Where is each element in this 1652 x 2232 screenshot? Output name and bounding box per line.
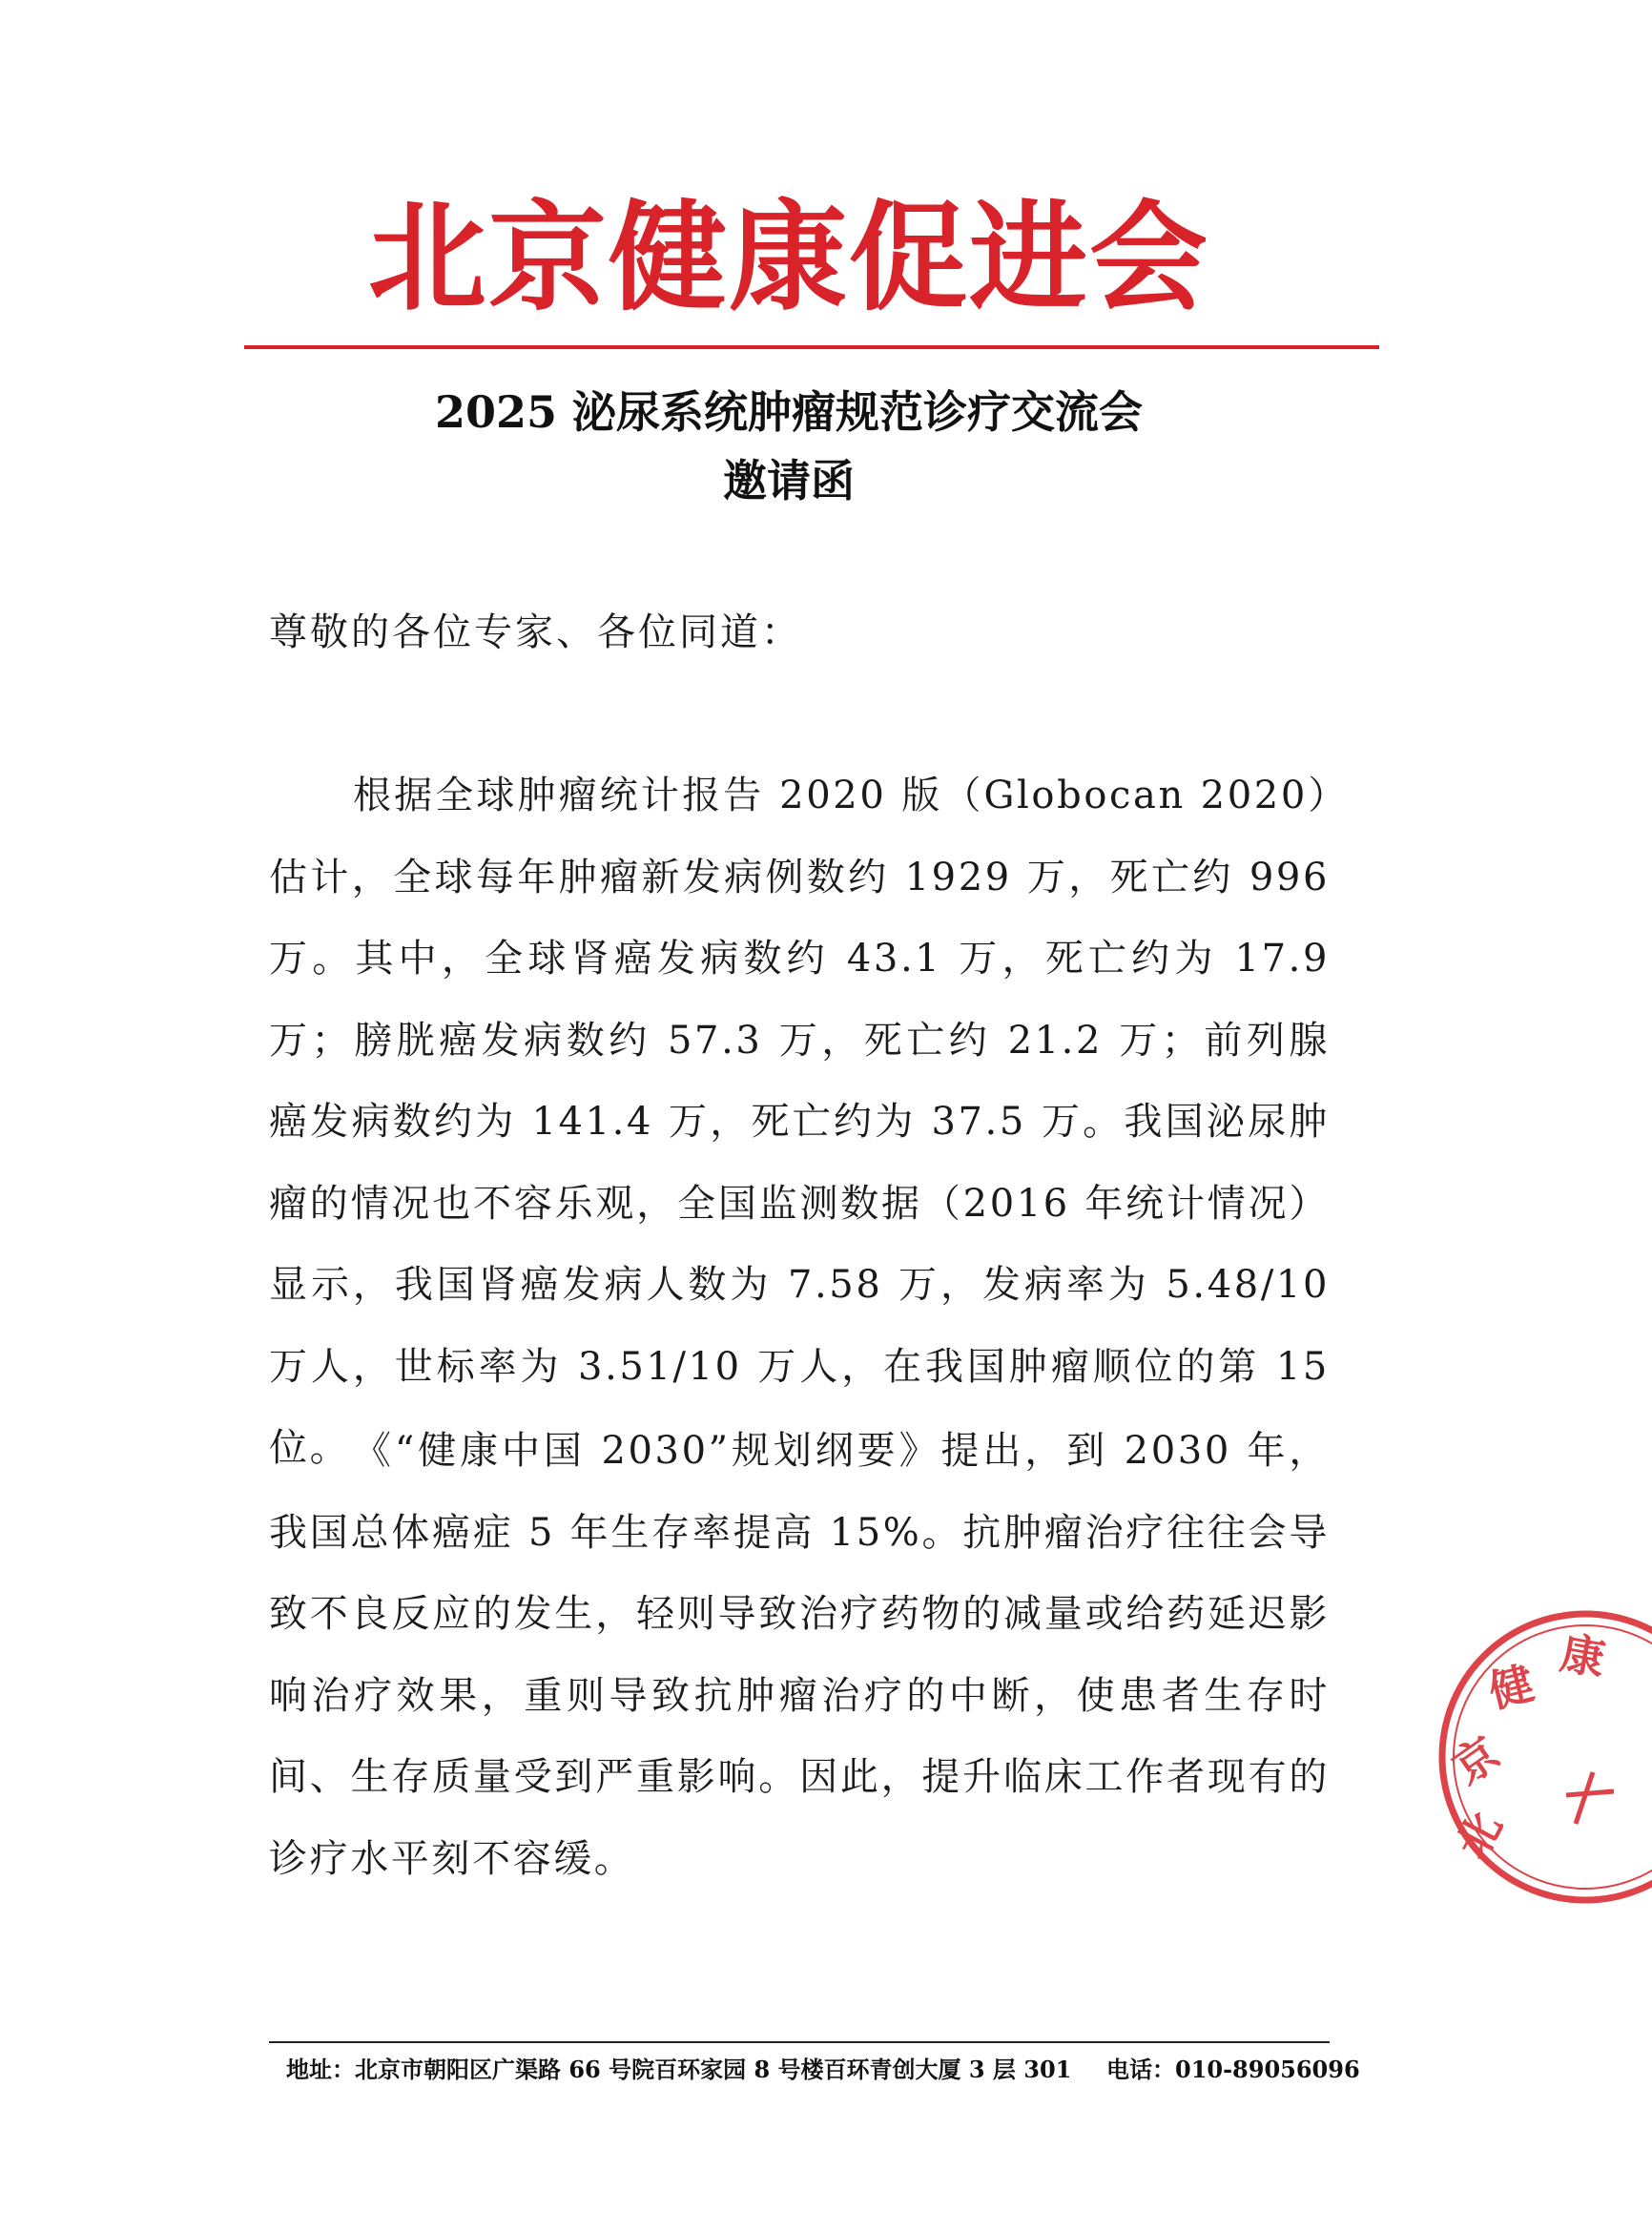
svg-text:京: 京 — [1443, 1726, 1509, 1795]
svg-text:康: 康 — [1557, 1626, 1609, 1685]
svg-text:北: 北 — [1446, 1804, 1513, 1868]
footer-phone: 电话：010-89056096 — [1106, 2056, 1360, 2083]
body-paragraph-2: 《“健康中国 2030”规划纲要》提出，到 2030 年，我国总体癌症 5 年生存率提高 15%。抗肿瘤治疗往往会导致不良反应的发生，轻则导致治疗药物的减量或给药延迟影响治疗效果，重则导致抗肿瘤治疗的中断，使患者生存时间、生存质量受到严重影响。因此，提升临床工作者现有的诊疗水平刻不容缓。 — [269, 1429, 1330, 1881]
document-title: 2025 泌尿系统肿瘤规范诊疗交流会 — [434, 386, 1144, 438]
document-subtitle: 邀请函 — [723, 455, 855, 506]
letterhead-divider — [244, 345, 1379, 349]
svg-text:健: 健 — [1483, 1657, 1539, 1718]
footer-address: 地址：北京市朝阳区广渠路 66 号院百环家园 8 号楼百环青创大厦 3 层 301 — [286, 2056, 1072, 2083]
salutation: 尊敬的各位专家、各位同道： — [269, 610, 802, 654]
letterhead-org-name: 北京健康促进会 — [367, 190, 1209, 327]
body-paragraph-1: 根据全球肿瘤统计报告 2020 版（Globocan 2020）估计，全球每年肿瘤新发病例数约 1929 万，死亡约 996 万。其中，全球肾癌发病数约 43.1 万，死亡约为 17.9 万；膀胱癌发病数约 57.3 万，死亡约 21.2 万；前列腺癌发病数约为 141.4 万，死亡约为 37.5 万。我国泌尿肿瘤的情况也不容乐观，全国监测数据（2016 年统计情况）显示，我国肾癌发病人数为 7.58 万，发病率为 5.48/10 万人，世标率为 3.51/10 万人，在我国肿瘤顺位的第 15 位。 — [269, 774, 1330, 1470]
footer-divider — [269, 2041, 1330, 2043]
official-seal-stamp — [1433, 1604, 1652, 1910]
